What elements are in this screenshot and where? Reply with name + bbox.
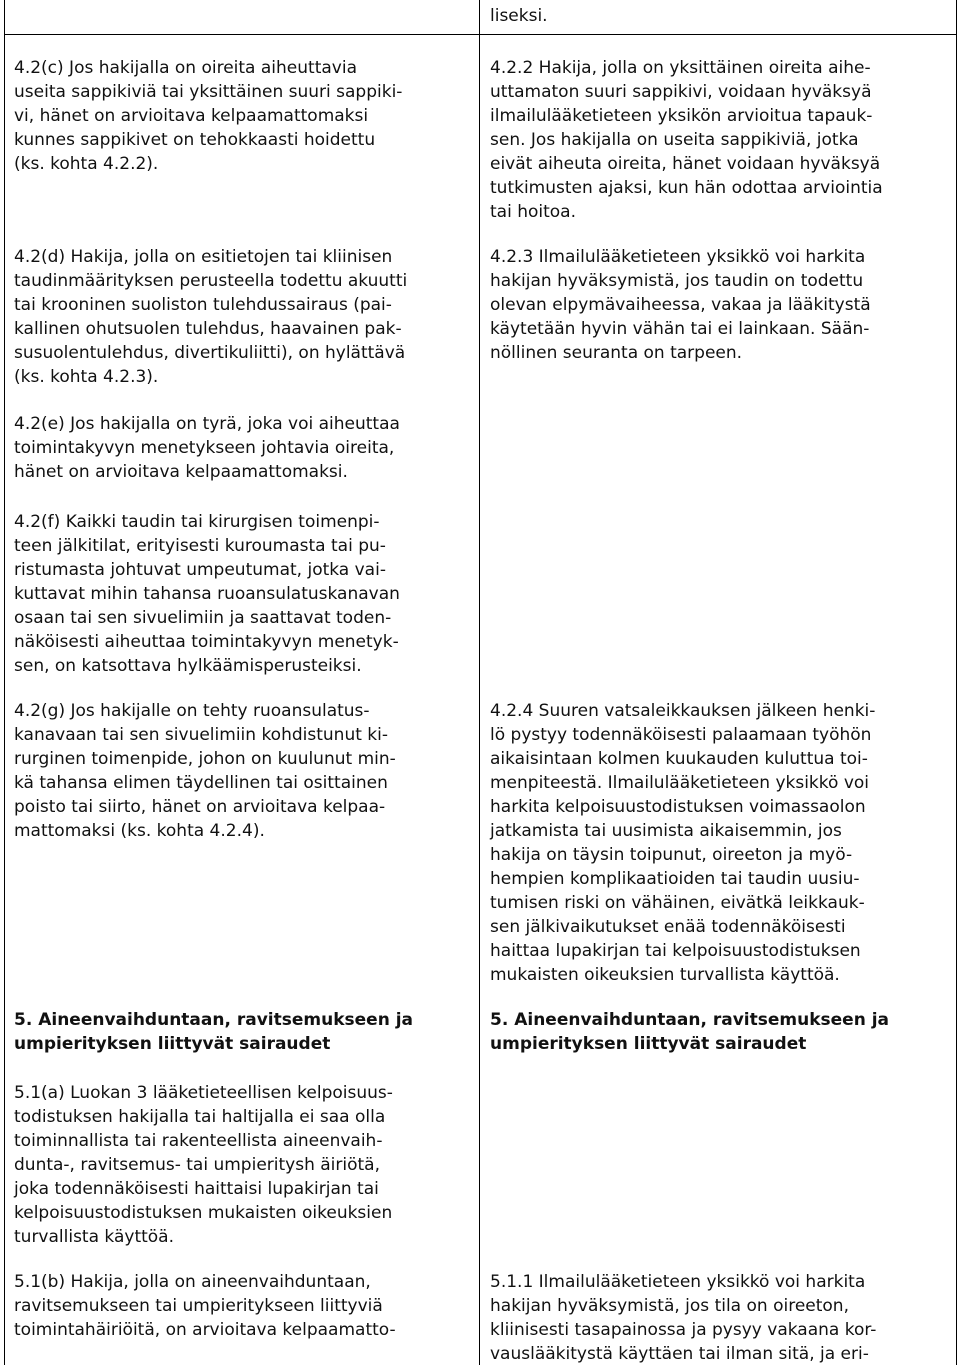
- table-right-border: [956, 0, 957, 1365]
- paragraph-5-1-a: 5.1(a) Luokan 3 lääketieteellisen kelpoisuus- todistuksen hakijalla tai haltijalla ei saa olla toiminnallista tai rakenteellista aineenvaih- dunta-, ravitsemus- tai umpieritysh äiriötä, joka todennäköisesti haittaisi lupakirjan tai kelpoisuustodistuksen mukaisten oikeuksien turvallista käyttöä.: [14, 1083, 393, 1247]
- paragraph-4-2-f: 4.2(f) Kaikki taudin tai kirurgisen toimenpi- teen jälkitilat, erityisesti kuroumasta tai pu- ristumasta johtuvat umpeutumat, jotka vai- kuttavat mihin tahansa ruoansulatuskanavan osaan tai sen sivuelimiin ja saattavat toden- näköisesti aiheuttaa toimintakyvyn menetyk- sen, on katsottava hylkäämisperusteiksi.: [14, 512, 400, 676]
- paragraph-4-2-c: 4.2(c) Jos hakijalla on oireita aiheuttavia useita sappikiviä tai yksittäinen suuri sappiki- vi, hänet on arvioitava kelpaamattomaksi kunnes sappikivet on tehokkaasti hoidettu (ks. kohta 4.2.2).: [14, 58, 403, 174]
- section-5-heading-right: 5. Aineenvaihduntaan, ravitsemukseen ja umpierityksen liittyvät sairaudet: [490, 1010, 890, 1054]
- paragraph-5-1-b: 5.1(b) Hakija, jolla on aineenvaihduntaan, ravitsemukseen tai umpieritykseen liittyviä toimintahäiriöitä, on arvioitava kelpaamatto-: [14, 1272, 396, 1340]
- table-column-divider: [479, 0, 480, 1365]
- paragraph-4-2-3: 4.2.3 Ilmailulääketieteen yksikkö voi harkita hakijan hyväksymistä, jos taudin on todettu olevan elpymävaiheessa, vakaa ja lääkitystä käytetään hyvin vähän tai ei lainkaan. Sään- nöllinen seuranta on tarpeen.: [490, 247, 871, 363]
- continued-text-fragment: liseksi.: [490, 6, 548, 26]
- table-left-border: [4, 0, 5, 1365]
- section-5-heading-left: 5. Aineenvaihduntaan, ravitsemukseen ja umpierityksen liittyvät sairaudet: [14, 1010, 414, 1054]
- paragraph-4-2-e: 4.2(e) Jos hakijalla on tyrä, joka voi aiheuttaa toimintakyvyn menetykseen johtavia oireita, hänet on arvioitava kelpaamattomaksi.: [14, 414, 400, 482]
- table-top-row-divider: [4, 34, 957, 35]
- paragraph-4-2-4: 4.2.4 Suuren vatsaleikkauksen jälkeen henki- lö pystyy todennäköisesti palaamaan työhön aikaisintaan kolmen kuukauden kuluttua toi- menpiteestä. Ilmailulääketieteen yksikkö voi harkita kelpoisuustodistuksen voimassaolon jatkamista tai uusimista aikaisemmin, jos hakija on täysin toipunut, oireeton ja myö- hempien komplikaatioiden tai taudin uusiu- tumisen riski on vähäinen, eivätkä leikkauk- sen jälkivaikutukset enää todennäköisesti haittaa lupakirjan tai kelpoisuustodistuksen mukaisten oikeuksien turvallista käyttöä.: [490, 701, 876, 985]
- paragraph-5-1-1: 5.1.1 Ilmailulääketieteen yksikkö voi harkita hakijan hyväksymistä, jos tila on oireeton, kliinisesti tasapainossa ja pysyy vakaana kor- vauslääkitystä käyttäen tai ilman sitä, ja eri-: [490, 1272, 877, 1364]
- paragraph-4-2-g: 4.2(g) Jos hakijalle on tehty ruoansulatus- kanavaan tai sen sivuelimiin kohdistunut ki- rurginen toimenpide, johon on kuulunut min- kä tahansa elimen täydellinen tai osittainen poisto tai siirto, hänet on arvioitava kelpaa- mattomaksi (ks. kohta 4.2.4).: [14, 701, 396, 841]
- paragraph-4-2-d: 4.2(d) Hakija, jolla on esitietojen tai kliinisen taudinmäärityksen perusteella todettu akuutti tai krooninen suoliston tulehdussairaus (pai- kallinen ohutsuolen tulehdus, haavainen pak- susuolentulehdus, divertikuliitti), on hylättävä (ks. kohta 4.2.3).: [14, 247, 408, 387]
- paragraph-4-2-2: 4.2.2 Hakija, jolla on yksittäinen oireita aihe- uttamaton suuri sappikivi, voidaan hyväksyä ilmailulääketieteen yksikön arvioitua tapauk- sen. Jos hakijalla on useita sappikiviä, jotka eivät aiheuta oireita, hänet voidaan hyväksyä tutkimusten ajaksi, kun hän odottaa arviointia tai hoitoa.: [490, 58, 883, 222]
